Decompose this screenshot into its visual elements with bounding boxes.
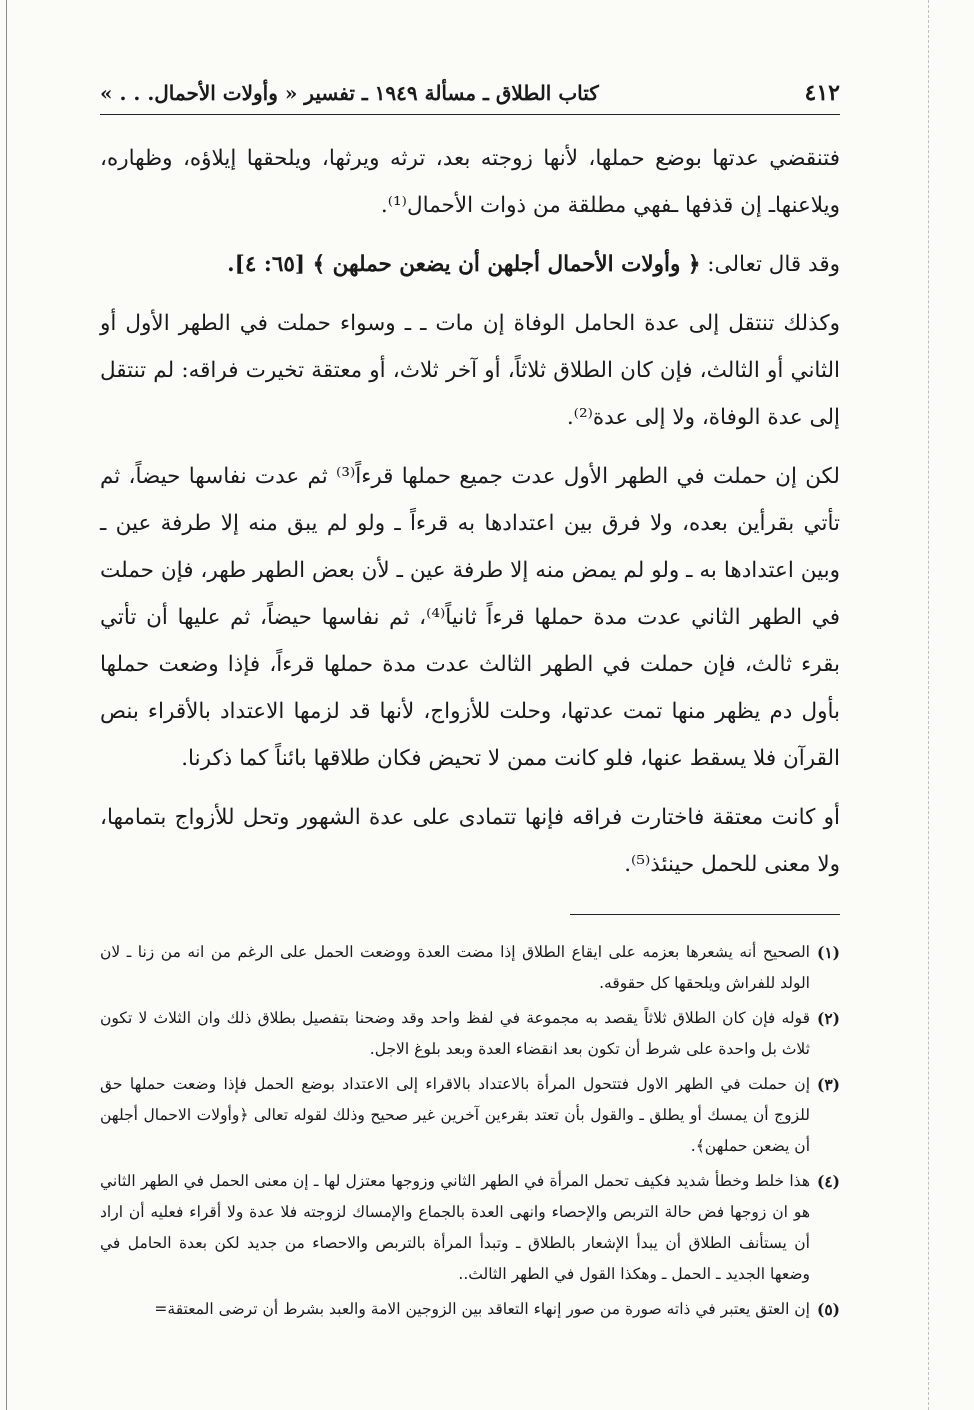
verse-reference: [٦٥: ٤]. (227, 252, 313, 277)
paragraph-2: وكذلك تنتقل إلى عدة الحامل الوفاة إن مات ـ ـ وسواء حملت في الطهر الأول أو الثاني أو الثالث، فإن كان الطلاق ثلاثاً، أو آخر ثلاث، أو معتقة تخيرت فراقه: لم تنتقل إلى عدة الوفاة، ولا إلى عدة⁽²⁾. (100, 311, 840, 430)
footnote-4 (100, 1166, 840, 1290)
main-text (100, 135, 840, 888)
footnote-text: قوله فإن كان الطلاق ثلاثاً يقصد به مجموعة في لفظ واحد وقد وضحنا بتفصيل بطلاق ذلك وان الثلاث لا تكون ثلاث بل واحدة على شرط أن تكون بعد انقضاء العدة وبعد بلوغ الاجل. (100, 1009, 810, 1058)
footnote-2 (100, 1003, 840, 1065)
footnote-3 (100, 1069, 840, 1162)
running-title: كتاب الطلاق ـ مسألة ١٩٤٩ ـ تفسير « وأولات الأحمال. . . » (100, 81, 599, 105)
verse-paragraph (100, 241, 840, 288)
footnote-number: (٢) (816, 1009, 840, 1028)
footnote-text: الصحيح أنه يشعرها بعزمه على ايقاع الطلاق إذا مضت العدة ووضعت الحمل على الرغم من انه من زنا ـ لان الولد للفراش ويلحقها كل حقوقه. (100, 943, 810, 992)
paragraph-4: أو كانت معتقة فاختارت فراقه فإنها تتمادى على عدة الشهور وتحل للأزواج بتمامها، ولا معنى للحمل حينئذ⁽⁵⁾. (100, 805, 840, 877)
footnote-number: (١) (816, 943, 840, 962)
footnote-1 (100, 937, 840, 999)
running-header (100, 80, 840, 115)
book-page (100, 80, 840, 1329)
footnote-text: هذا خلط وخطأ شديد فكيف تحمل المرأة في الطهر الثاني وزوجها معتزل لها ـ إن معنى الحمل في الطهر الثاني هو ان زوجها فض حالة التربص والإحصاء وانهى العدة بالجماع والإمساك لزوجته فلا عدة ولا أقراء فعليه أن اراد أن يستأنف الطلاق أن يبدأ الإشعار بالطلاق ـ وتبدأ المرأة بالتربص والاحصاء من جديد لكن بعدة الحامل في وضعها الجديد ـ الحمل ـ وهكذا القول في الطهر الثالث.. (100, 1172, 810, 1283)
footnote-text: إن العتق يعتبر في ذاته صورة من صور إنهاء التعاقد بين الزوجين الامة والعبد بشرط أن ترضى المعتقة= (154, 1300, 810, 1318)
gutter-line (928, 0, 929, 1410)
footnote-number: (٥) (816, 1300, 840, 1319)
footnote-number: (٤) (816, 1172, 840, 1191)
footnotes (100, 937, 840, 1325)
page-edge-line (6, 0, 7, 1410)
paragraph-1: فتنقضي عدتها بوضع حملها، لأنها زوجته بعد، ترثه ويرثها، ويلحقها إيلاؤه، وظهاره، ويلاعنهاـ إن قذفها ـفهي مطلقة من ذوات الأحمال⁽¹⁾. (100, 146, 840, 218)
footnote-separator (570, 914, 840, 915)
footnote-text: إن حملت في الطهر الاول فتتحول المرأة بالاعتداد بالاقراء إلى الاعتداد بوضع الحمل فإذا وضعت حملها حق للزوج أن يمسك أو يطلق ـ والقول بأن تعتد بقرءين آخرين غير صحيح وذلك لقوله تعالى ﴿وأولات الاحمال أجلهن أن يضعن حملهن﴾. (100, 1075, 810, 1155)
footnote-number: (٣) (816, 1075, 840, 1094)
verse-intro: وقد قال تعالى: (700, 252, 840, 277)
page-number: ٤١٢ (804, 80, 840, 106)
paragraph-3: لكن إن حملت في الطهر الأول عدت جميع حملها قرءاً⁽³⁾ ثم عدت نفاسها حيضاً، ثم تأتي بقرأين بعده، ولا فرق بين اعتدادها به قرءاً ـ ولو لم يبق منه إلا طرفة عين ـ وبين اعتدادها به ـ ولو لم يمض منه إلا طرفة عين ـ لأن بعض الطهر طهر، فإن حملت في الطهر الثاني عدت مدة حملها قرءاً ثانياً⁽⁴⁾، ثم نفاسها حيضاً، ثم عليها أن تأتي بقرء ثالث، فإن حملت في الطهر الثالث عدت مدة حملها قرءاً، فإذا وضعت حملها بأول دم يظهر منها تمت عدتها، وحلت للأزواج، لأنها قد لزمها الاعتداد بالأقراء بنص القرآن فلا يسقط عنها، فلو كانت ممن لا تحيض فكان طلاقها بائناً كما ذكرنا. (100, 464, 841, 771)
footnote-5 (100, 1294, 840, 1325)
quran-verse: ﴿ وأولات الأحمال أجلهن أن يضعن حملهن ﴾ (312, 252, 701, 277)
